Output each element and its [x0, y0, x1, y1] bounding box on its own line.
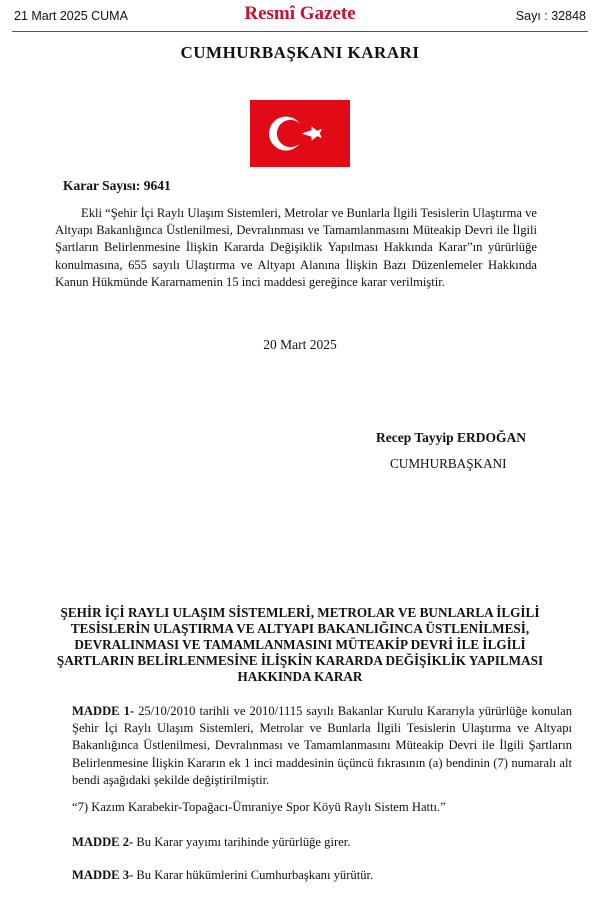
regulation-title: ŞEHİR İÇİ RAYLI ULAŞIM SİSTEMLERİ, METROLAR VE BUNLARLA İLGİLİ TESİSLERİN ULAŞTIRMA VE ALTYAPI BAKANLIĞINCA ÜSTLENİLMESİ, DEVRALINMASI VE TAMAMLANMASINI MÜTEAKİP DEVRİ İLE İLGİLİ ŞARTLARIN BELİRLENMESİNE İLİŞKİN KARARDA DEĞİŞİKLİK YAPILMASI HAKKINDA KARAR — [56, 605, 544, 684]
issue-number: Sayı : 32848 — [515, 9, 586, 23]
decision-date: 20 Mart 2025 — [263, 337, 337, 352]
article-1-quote: “7) Kazım Karabekir-Topağacı-Ümraniye Spor Köyü Raylı Sistem Hattı.” — [72, 800, 446, 814]
header-divider — [12, 31, 588, 32]
article-3-text: Bu Karar hükümlerini Cumhurbaşkanı yürütür. — [133, 868, 374, 882]
decision-body: Ekli “Şehir İçi Raylı Ulaşım Sistemleri, Metrolar ve Bunlarla İlgili Tesislerin Ulaştırma ve Altyapı Bakanlığınca Üstlenilmesi, Devralınması ve Tamamlanmasını Müteakip Devri ile İlgili Şartların Belirlenmesine İlişkin Kararda Değişiklik Yapılması Hakkında Karar”ın yürürlüğe konulmasına, 655 sayılı Ulaştırma ve Altyapı Alanına İlişkin Bazı Düzenlemeler Hakkında Kanun Hükmünde Kararnamenin 15 inci maddesi gereğince karar verilmiştir. — [55, 206, 538, 289]
article-1 — [72, 703, 572, 789]
issue-date: 21 Mart 2025 CUMA — [14, 9, 128, 23]
decision-number: Karar Sayısı: 9641 — [63, 178, 171, 193]
document-title: CUMHURBAŞKANI KARARI — [180, 43, 420, 62]
gazette-title: Resmî Gazete — [244, 3, 356, 24]
turkish-flag-icon — [250, 100, 350, 167]
article-3-label: MADDE 3- — [72, 868, 134, 882]
article-1-label: MADDE 1- — [72, 704, 135, 718]
signer-name: Recep Tayyip ERDOĞAN — [376, 430, 527, 445]
article-1-text: 25/10/2010 tarihli ve 2010/1115 sayılı Bakanlar Kurulu Kararıyla yürürlüğe konulan Şehir İçi Raylı Ulaşım Sistemleri, Metrolar ve Bunlarla İlgili Tesislerin Ulaştırma ve Altyapı Bakanlığınca Üstlenilmesi, Devralınması ve Tamamlanmasını Müteakip Devri ile İlgili Şartların Belirlenmesine İlişkin Kararın ek 1 inci maddesinin üçüncü fıkrasının (a) bendinin (7) numaralı alt bendi aşağıdaki şekilde değiştirilmiştir. — [72, 704, 572, 787]
article-3 — [72, 868, 373, 883]
signer-title: CUMHURBAŞKANI — [390, 456, 507, 471]
article-2-text: Bu Karar yayımı tarihinde yürürlüğe girer. — [133, 835, 351, 849]
article-2-label: MADDE 2- — [72, 835, 134, 849]
article-2 — [72, 835, 350, 850]
